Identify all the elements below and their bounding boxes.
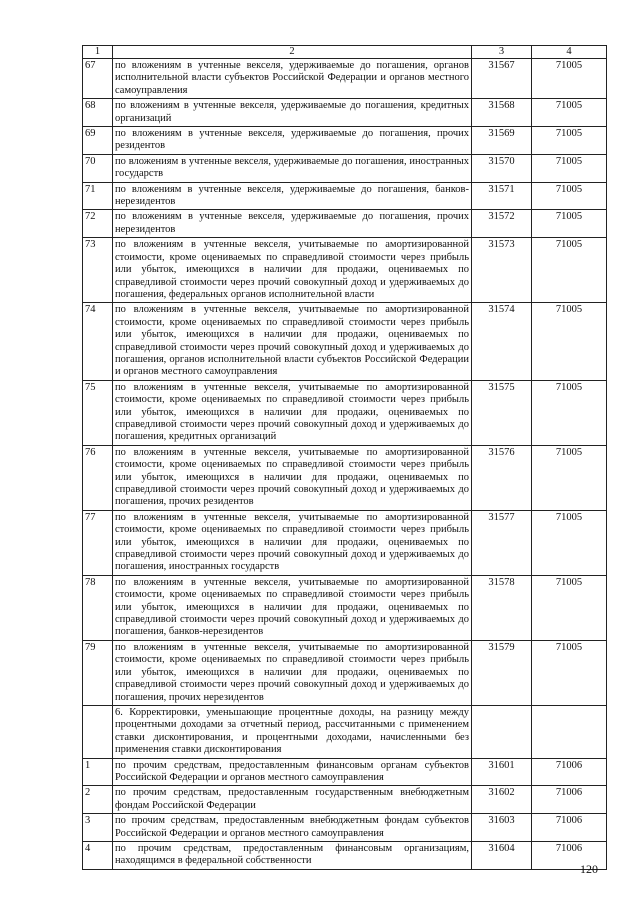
row-symbol-code: 71005: [532, 303, 607, 380]
row-number: 2: [83, 786, 113, 814]
row-description: по прочим средствам, предоставленным внебюджетным фондам субъектов Российской Федерации и органов местного самоуправления: [113, 814, 472, 842]
table-row: [83, 814, 607, 842]
row-symbol-code: 71006: [532, 814, 607, 842]
row-number: 79: [83, 640, 113, 705]
page-number: 120: [580, 862, 598, 876]
row-number: 4: [83, 841, 113, 869]
row-symbol-code: 71005: [532, 510, 607, 575]
row-symbol-code: 71005: [532, 182, 607, 210]
row-description: по прочим средствам, предоставленным государственным внебюджетным фондам Российской Федерации: [113, 786, 472, 814]
row-description: по вложениям в учтенные векселя, учитываемые по амортизированной стоимости, кроме оцениваемых по справедливой стоимости через прибыль или убыток, имеющихся в наличии для продажи, оцениваемых по справедливой стоимости через прочий совокупный доход и удерживаемых до погашения, федеральных органов исполнительной власти: [113, 238, 472, 303]
row-symbol-code: 71005: [532, 99, 607, 127]
table-row: [83, 210, 607, 238]
table-row: [83, 445, 607, 510]
row-number: 69: [83, 127, 113, 155]
table-row: [83, 786, 607, 814]
row-symbol-code: 71005: [532, 238, 607, 303]
section-title: 6. Корректировки, уменьшающие процентные доходы, на разницу между процентными доходами за отчетный период, рассчитанными с применением ставки дисконтирования, и процентными доходами, начисленными без применения ставки дисконтирования: [113, 705, 472, 758]
row-account-code: 31602: [472, 786, 532, 814]
row-number: 75: [83, 380, 113, 445]
row-symbol-code: 71005: [532, 59, 607, 99]
row-symbol-code: 71005: [532, 445, 607, 510]
table-row: [83, 640, 607, 705]
row-account-code: 31601: [472, 758, 532, 786]
table-row: [83, 380, 607, 445]
row-account-code: 31578: [472, 575, 532, 640]
section-empty-cell: [472, 705, 532, 758]
row-description: по вложениям в учтенные векселя, учитываемые по амортизированной стоимости, кроме оцениваемых по справедливой стоимости через прибыль или убыток, имеющихся в наличии для продажи, оцениваемых по справедливой стоимости через прочий совокупный доход и удерживаемых до погашения, прочих нерезидентов: [113, 640, 472, 705]
header-col-1: 1: [83, 46, 113, 59]
header-col-2: 2: [113, 46, 472, 59]
table-row: [83, 59, 607, 99]
row-description: по вложениям в учтенные векселя, удерживаемые до погашения, органов исполнительной власти субъектов Российской Федерации и органов местного самоуправления: [113, 59, 472, 99]
row-account-code: 31577: [472, 510, 532, 575]
row-account-code: 31568: [472, 99, 532, 127]
row-description: по вложениям в учтенные векселя, учитываемые по амортизированной стоимости, кроме оцениваемых по справедливой стоимости через прибыль или убыток, имеющихся в наличии для продажи, оцениваемых по справедливой стоимости через прочий совокупный доход и удерживаемых до погашения, иностранных государств: [113, 510, 472, 575]
row-symbol-code: 71005: [532, 575, 607, 640]
table-row: [83, 99, 607, 127]
header-row: [83, 46, 607, 59]
section-row: [83, 705, 607, 758]
row-number: 1: [83, 758, 113, 786]
row-number: 71: [83, 182, 113, 210]
row-account-code: 31570: [472, 154, 532, 182]
row-number: 78: [83, 575, 113, 640]
row-symbol-code: 71006: [532, 841, 607, 869]
row-account-code: 31603: [472, 814, 532, 842]
row-number: 67: [83, 59, 113, 99]
row-description: по вложениям в учтенные векселя, учитываемые по амортизированной стоимости, кроме оцениваемых по справедливой стоимости через прибыль или убыток, имеющихся в наличии для продажи, оцениваемых по справедливой стоимости через прочий совокупный доход и удерживаемых до погашения, банков-нерезидентов: [113, 575, 472, 640]
row-description: по вложениям в учтенные векселя, удерживаемые до погашения, прочих нерезидентов: [113, 210, 472, 238]
row-number: 70: [83, 154, 113, 182]
row-account-code: 31573: [472, 238, 532, 303]
row-description: по вложениям в учтенные векселя, учитываемые по амортизированной стоимости, кроме оцениваемых по справедливой стоимости через прибыль или убыток, имеющихся в наличии для продажи, оцениваемых по справедливой стоимости через прочий совокупный доход и удерживаемых до погашения, прочих резидентов: [113, 445, 472, 510]
row-account-code: 31569: [472, 127, 532, 155]
row-symbol-code: 71005: [532, 380, 607, 445]
row-description: по вложениям в учтенные векселя, удерживаемые до погашения, банков-нерезидентов: [113, 182, 472, 210]
row-account-code: 31575: [472, 380, 532, 445]
row-symbol-code: 71005: [532, 127, 607, 155]
row-number: 76: [83, 445, 113, 510]
row-description: по вложениям в учтенные векселя, удерживаемые до погашения, прочих резидентов: [113, 127, 472, 155]
table-row: [83, 575, 607, 640]
row-description: по вложениям в учтенные векселя, учитываемые по амортизированной стоимости, кроме оцениваемых по справедливой стоимости через прибыль или убыток, имеющихся в наличии для продажи, оцениваемых по справедливой стоимости через прочий совокупный доход и удерживаемых до погашения, кредитных организаций: [113, 380, 472, 445]
row-number: 73: [83, 238, 113, 303]
header-col-3: 3: [472, 46, 532, 59]
row-number: 77: [83, 510, 113, 575]
row-symbol-code: 71005: [532, 210, 607, 238]
section-empty-cell: [83, 705, 113, 758]
row-account-code: 31572: [472, 210, 532, 238]
row-description: по вложениям в учтенные векселя, удерживаемые до погашения, кредитных организаций: [113, 99, 472, 127]
row-number: 68: [83, 99, 113, 127]
row-number: 3: [83, 814, 113, 842]
table-row: [83, 841, 607, 869]
row-symbol-code: 71005: [532, 154, 607, 182]
row-description: по вложениям в учтенные векселя, учитываемые по амортизированной стоимости, кроме оцениваемых по справедливой стоимости через прибыль или убыток, имеющихся в наличии для продажи, оцениваемых по справедливой стоимости через прочий совокупный доход и удерживаемых до погашения, органов исполнительной власти субъектов Российской Федерации и органов местного самоуправления: [113, 303, 472, 380]
row-number: 72: [83, 210, 113, 238]
section-empty-cell: [532, 705, 607, 758]
table-row: [83, 154, 607, 182]
row-symbol-code: 71006: [532, 786, 607, 814]
row-account-code: 31574: [472, 303, 532, 380]
row-description: по прочим средствам, предоставленным финансовым органам субъектов Российской Федерации и органов местного самоуправления: [113, 758, 472, 786]
table-row: [83, 182, 607, 210]
row-account-code: 31579: [472, 640, 532, 705]
accounts-table: [82, 45, 607, 870]
row-symbol-code: 71005: [532, 640, 607, 705]
table-row: [83, 127, 607, 155]
row-account-code: 31604: [472, 841, 532, 869]
row-account-code: 31571: [472, 182, 532, 210]
table-row: [83, 758, 607, 786]
row-description: по прочим средствам, предоставленным финансовым организациям, находящимся в федеральной собственности: [113, 841, 472, 869]
table-row: [83, 238, 607, 303]
row-description: по вложениям в учтенные векселя, удерживаемые до погашения, иностранных государств: [113, 154, 472, 182]
row-account-code: 31576: [472, 445, 532, 510]
table-row: [83, 303, 607, 380]
header-col-4: 4: [532, 46, 607, 59]
row-number: 74: [83, 303, 113, 380]
row-account-code: 31567: [472, 59, 532, 99]
row-symbol-code: 71006: [532, 758, 607, 786]
table-row: [83, 510, 607, 575]
